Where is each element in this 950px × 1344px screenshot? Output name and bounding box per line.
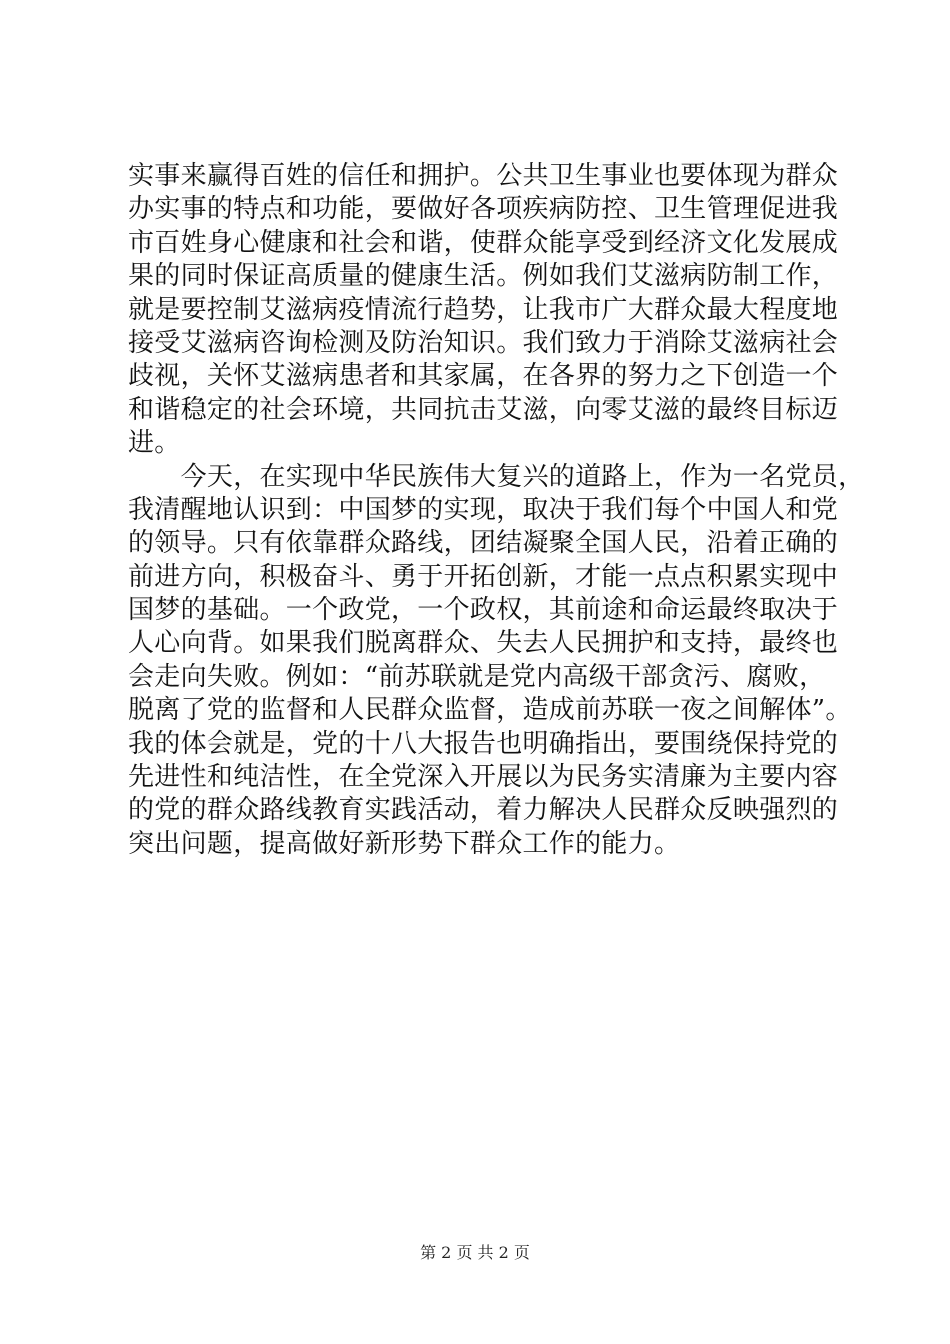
document-body bbox=[128, 160, 865, 861]
text-line: 的领导。只有依靠群众路线，团结凝聚全国人民，沿着正确的 bbox=[128, 528, 839, 559]
text-line: 我清醒地认识到：中国梦的实现，取决于我们每个中国人和党 bbox=[128, 494, 839, 525]
text-line: 先进性和纯洁性，在全党深入开展以为民务实清廉为主要内容 bbox=[128, 762, 839, 793]
text-line: 的党的群众路线教育实践活动，着力解决人民群众反映强烈的 bbox=[128, 795, 839, 826]
text-line: 我的体会就是，党的十八大报告也明确指出，要围绕保持党的 bbox=[128, 728, 839, 759]
text-line: 突出问题，提高做好新形势下群众工作的能力。 bbox=[128, 828, 681, 859]
text-line: 和谐稳定的社会环境，共同抗击艾滋，向零艾滋的最终目标迈 bbox=[128, 394, 839, 425]
text-line: 就是要控制艾滋病疫情流行趋势，让我市广大群众最大程度地 bbox=[128, 294, 839, 325]
paragraph-1 bbox=[128, 160, 839, 461]
page-footer: 第 2 页 共 2 页 bbox=[420, 1243, 530, 1262]
text-line: 歧视，关怀艾滋病患者和其家属，在各界的努力之下创造一个 bbox=[128, 361, 839, 392]
text-line: 前进方向，积极奋斗、勇于开拓创新，才能一点点积累实现中 bbox=[128, 561, 839, 592]
text-line: 接受艾滋病咨询检测及防治知识。我们致力于消除艾滋病社会 bbox=[128, 327, 839, 358]
text-line: 办实事的特点和功能，要做好各项疾病防控、卫生管理促进我 bbox=[128, 194, 839, 225]
text-line: 果的同时保证高质量的健康生活。例如我们艾滋病防制工作， bbox=[128, 261, 839, 292]
text-line: 市百姓身心健康和社会和谐，使群众能享受到经济文化发展成 bbox=[128, 227, 839, 258]
text-line: 人心向背。如果我们脱离群众、失去人民拥护和支持，最终也 bbox=[128, 628, 839, 659]
text-line: 国梦的基础。一个政党，一个政权，其前途和命运最终取决于 bbox=[128, 595, 839, 626]
text-line: 实事来赢得百姓的信任和拥护。公共卫生事业也要体现为群众 bbox=[128, 161, 839, 191]
paragraph-2 bbox=[128, 461, 865, 862]
text-line: 进。 bbox=[128, 428, 181, 459]
text-line: 今天，在实现中华民族伟大复兴的道路上，作为一名党员， bbox=[128, 461, 865, 492]
text-line: 会走向失败。例如：“前苏联就是党内高级干部贪污、腐败， bbox=[128, 661, 826, 692]
text-line: 脱离了党的监督和人民群众监督，造成前苏联一夜之间解体”。 bbox=[128, 695, 852, 726]
